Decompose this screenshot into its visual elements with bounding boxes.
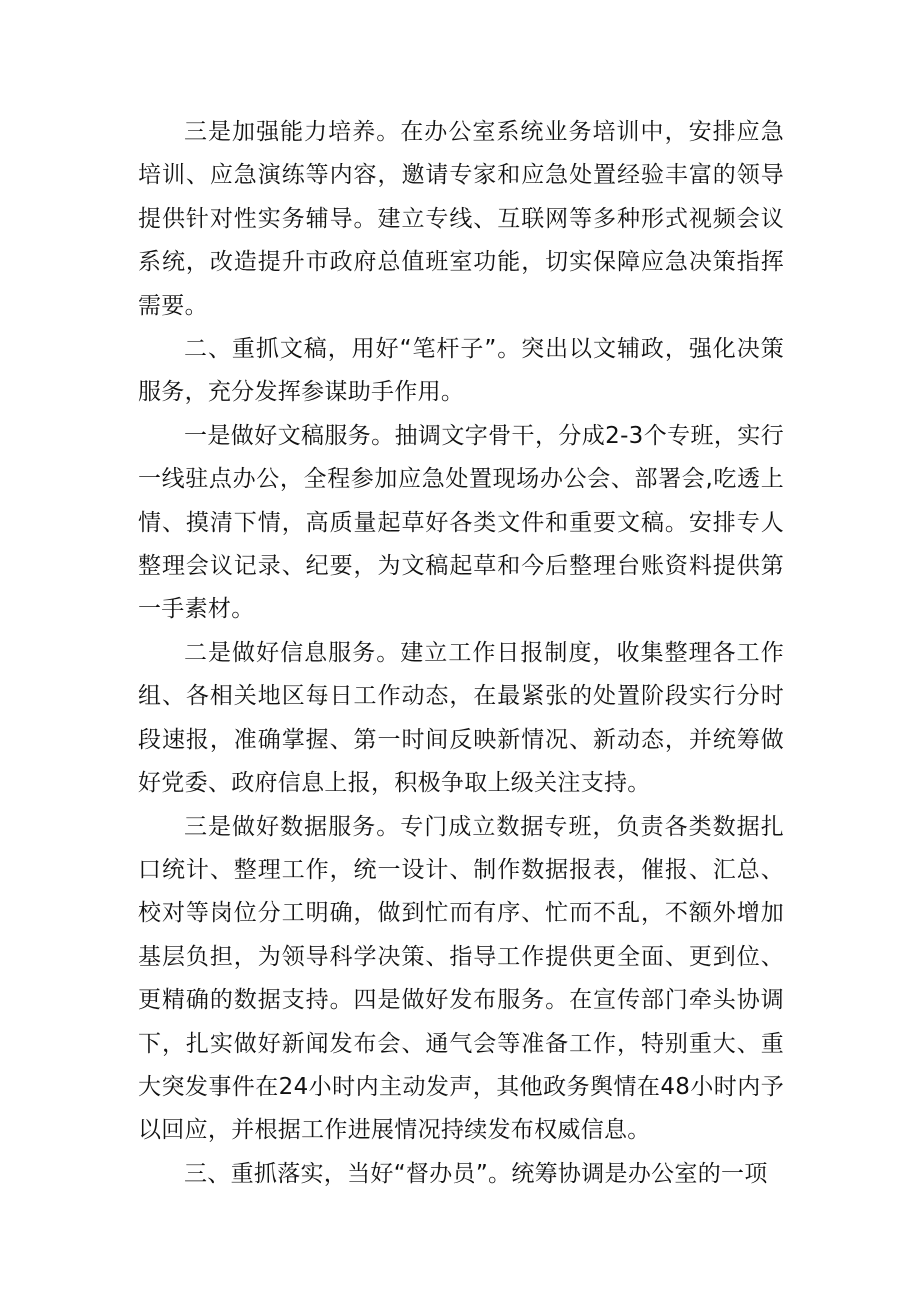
paragraph-data-and-release-service: 三是做好数据服务。专门成立数据专班，负责各类数据扎口统计、整理工作，统一设计、制作数据报表，催报、汇总、校对等岗位分工明确，做到忙而有序、忙而不乱，不额外增加基层负担，为领导科学决策、指导工作提供更全面、更到位、更精确的数据支持。四是做好发布服务。在宣传部门牵头协调下，扎实做好新闻发布会、通气会等准备工作，特别重大、重大突发事件在24小时内主动发声，其他政务舆情在48小时内予以回应，并根据工作进展情况持续发布权威信息。 — [138, 813, 784, 1144]
paragraph-section-three-heading: 三、重抓落实，当好“督办员”。统筹协调是办公室的一项 — [184, 1160, 768, 1187]
paragraph-capability-training: 三是加强能力培养。在办公室系统业务培训中，安排应急培训、应急演练等内容，邀请专家和应急处置经验丰富的领导提供针对性实务辅导。建立专线、互联网等多种形式视频会议系统，改造提升市政府总值班室功能，切实保障应急决策指挥需要。 — [138, 119, 784, 319]
paragraph-manuscript-service: 一是做好文稿服务。抽调文字骨干，分成2-3个专班，实行一线驻点办公，全程参加应急处置现场办公会、部署会,吃透上情、摸清下情，高质量起草好各类文件和重要文稿。安排专人整理会议记录、纪要，为文稿起草和今后整理台账资料提供第一手素材。 — [138, 422, 784, 623]
paragraph-section-two-heading: 二、重抓文稿，用好“笔杆子”。突出以文辅政，强化决策服务，充分发挥参谋助手作用。 — [138, 336, 784, 406]
paragraph-information-service: 二是做好信息服务。建立工作日报制度，收集整理各工作组、各相关地区每日工作动态，在最紧张的处置阶段实行分时段速报，准确掌握、第一时间反映新情况、新动态，并统筹做好党委、政府信息上报，积极争取上级关注支持。 — [138, 639, 784, 797]
document-body — [138, 111, 784, 1196]
